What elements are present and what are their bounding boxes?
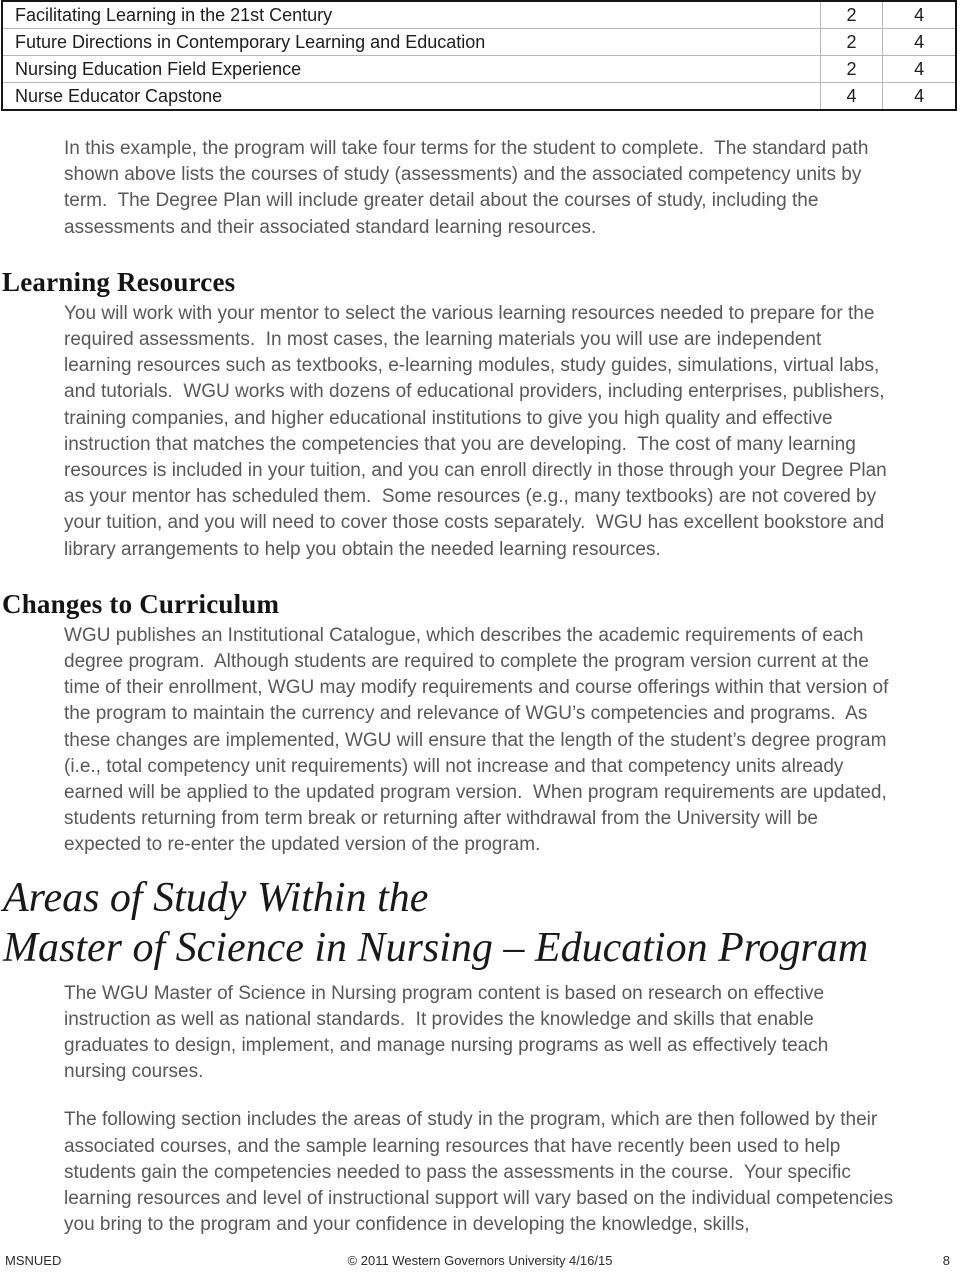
areas-paragraph-1: The WGU Master of Science in Nursing program content is based on research on effective instruction as well as national standards. It provides the knowledge and skills that enable graduates to design, implement, and manage nursing programs as well as effectively teach nursing courses. <box>64 982 834 1083</box>
learning-resources-paragraph: You will work with your mentor to select the various learning resources needed to prepare for the required assessments. In most cases, the learning materials you will use are independent learning resources such as textbooks, e-learning modules, study guides, simulations, virtual labs, and tutorials. WGU works with dozens of educational providers, including enterprises, publishers, training companies, and higher educational institutions to give you high quality and effective instruction that matches the competencies that you are developing. The cost of many learning resources is included in your tuition, and you can enroll directly in those through your Degree Plan as your mentor has scheduled them. Some resources (e.g., many textbooks) are not covered by your tuition, and you will need to cover those costs separately. WGU has excellent bookstore and library arrangements to help you obtain the needed learning resources. <box>64 302 893 560</box>
course-table <box>1 0 957 111</box>
section-heading-changes-to-curriculum: Changes to Curriculum <box>2 588 280 619</box>
term-cell: 4 <box>883 83 956 111</box>
footer-page-number: 8 <box>942 1253 950 1268</box>
course-name-cell: Facilitating Learning in the 21st Century <box>2 1 820 29</box>
page-footer <box>0 1253 960 1270</box>
areas-heading-line-2: Master of Science in Nursing – Education Program <box>3 924 869 971</box>
areas-paragraph-2: The following section includes the areas of study in the program, which are then followed by their associated courses, and the sample learning resources that have recently been used to help students gain the competencies needed to pass the assessments in the course. Your specific learning resources and level of instructional support will vary based on the individual competencies you bring to the program and your confidence in developing the knowledge, skills, <box>64 1109 899 1236</box>
intro-paragraph: In this example, the program will take four terms for the student to complete. The standard path shown above lists the courses of study (assessments) and the associated competency units by term. The Degree Plan will include greater detail about the courses of study, including the assessments and their associated standard learning resources. <box>64 138 874 238</box>
areas-of-study-heading <box>3 873 960 973</box>
competency-units-cell: 2 <box>820 1 882 29</box>
course-name-cell: Future Directions in Contemporary Learning and Education <box>2 29 820 56</box>
table-row <box>2 1 956 29</box>
term-cell: 4 <box>883 29 956 56</box>
changes-to-curriculum-paragraph: WGU publishes an Institutional Catalogue, which describes the academic requirements of each degree program. Although students are required to complete the program version current at the time of their enrollment, WGU may modify requirements and course offerings within that version of the program to maintain the currency and relevance of WGU’s competencies and programs. As these changes are implemented, WGU will ensure that the length of the student’s degree program (i.e., total competency unit requirements) will not increase and that competency units already earned will be applied to the updated program version. When program requirements are updated, students returning from term break or returning after withdrawal from the University will be expected to re-enter the updated version of the program. <box>64 624 894 856</box>
term-cell: 4 <box>883 1 956 29</box>
table-row <box>2 29 956 56</box>
competency-units-cell: 4 <box>820 83 882 111</box>
course-name-cell: Nurse Educator Capstone <box>2 83 820 111</box>
competency-units-cell: 2 <box>820 29 882 56</box>
table-row <box>2 83 956 111</box>
course-name-cell: Nursing Education Field Experience <box>2 56 820 83</box>
section-heading-learning-resources: Learning Resources <box>2 266 236 297</box>
term-cell: 4 <box>883 56 956 83</box>
footer-doc-code: MSNUED <box>5 1253 62 1268</box>
table-row <box>2 56 956 83</box>
areas-heading-line-1: Areas of Study Within the <box>3 874 429 921</box>
footer-copyright: © 2011 Western Governors University 4/16/15 <box>347 1253 613 1268</box>
competency-units-cell: 2 <box>820 56 882 83</box>
